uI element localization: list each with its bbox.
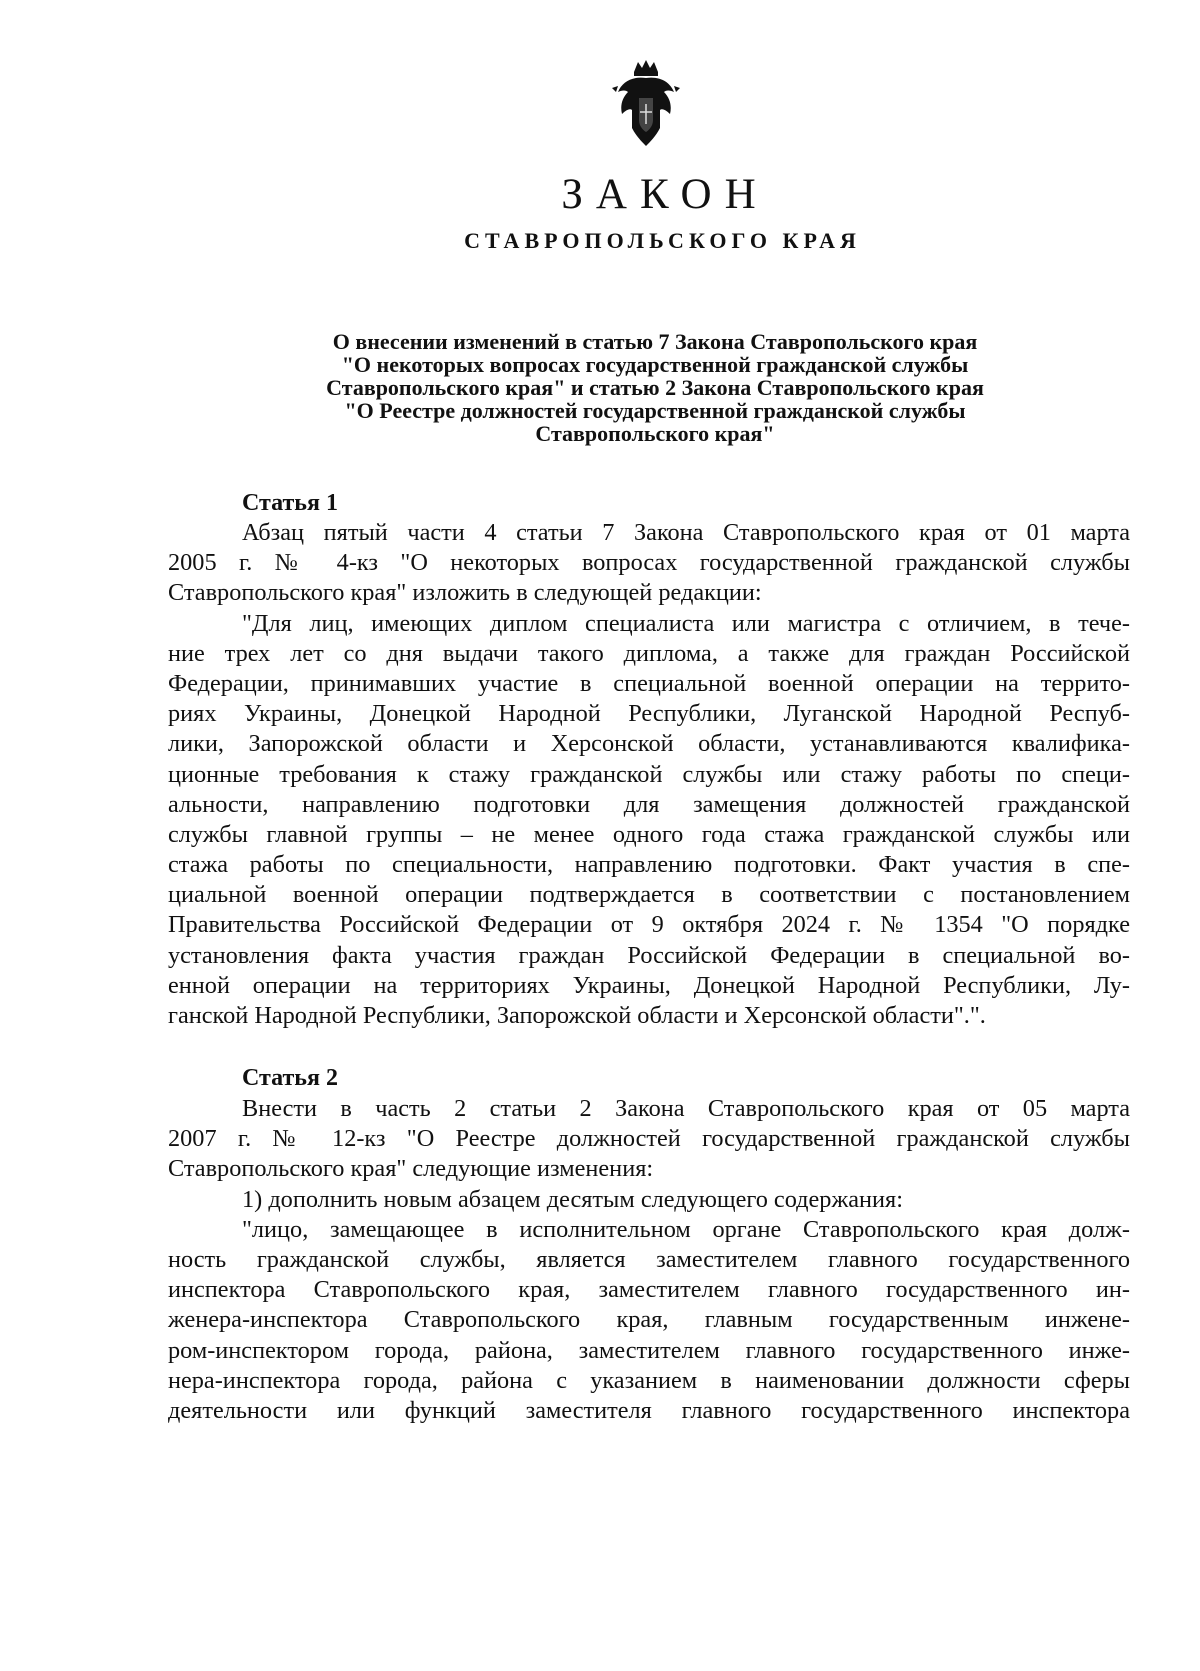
text-line: установления факта участия граждан Российской Федерации в специальной во- — [168, 941, 1130, 969]
text-line: ность гражданской службы, является заместителем главного государственного — [168, 1245, 1130, 1273]
text-line: Ставропольского края" следующие изменения: — [168, 1155, 654, 1183]
text-line: ганской Народной Республики, Запорожской области и Херсонской области".". — [168, 1002, 986, 1029]
article-1-text — [168, 518, 1130, 1031]
article-2-text — [168, 1094, 1130, 1426]
text-line: альности, направлению подготовки для замещения должностей гражданской — [168, 790, 1130, 818]
law-heading-line: "О некоторых вопросах государственной гражданской службы — [341, 352, 969, 377]
text-line: стажа работы по специальности, направлению подготовки. Факт участия в спе- — [168, 851, 1130, 879]
text-line: "лицо, замещающее в исполнительном органе Ставропольского края долж- — [242, 1215, 1130, 1243]
text-line: Правительства Российской Федерации от 9 октября 2024 г. № 1354 "О порядке — [168, 911, 1130, 939]
text-line: лики, Запорожской области и Херсонской области, устанавливаются квалифика- — [168, 730, 1130, 758]
text-line: нера-инспектора города, района с указанием в наименовании должности сферы — [168, 1366, 1130, 1394]
document-subtitle: СТАВРОПОЛЬСКОГО КРАЯ — [464, 228, 861, 253]
article-1-heading: Статья 1 — [242, 490, 338, 516]
text-line: Ставропольского края" изложить в следующей редакции: — [168, 579, 762, 607]
text-line: ние трех лет со дня выдачи такого диплома, а также для граждан Российской — [168, 639, 1130, 667]
text-line: службы главной группы – не менее одного года стажа гражданской службы или — [168, 820, 1130, 848]
text-line: 2005 г. № 4-кз "О некоторых вопросах государственной гражданской службы — [168, 549, 1130, 577]
coat-of-arms-emblem — [612, 58, 680, 148]
text-line: 1) дополнить новым абзацем десятым следующего содержания: — [242, 1185, 903, 1213]
article-2-heading: Статья 2 — [242, 1065, 338, 1091]
law-heading-line: О внесении изменений в статью 7 Закона Ставропольского края — [332, 329, 978, 354]
text-line: енной операции на территориях Украины, Донецкой Народной Республики, Лу- — [168, 971, 1130, 999]
text-line: Внести в часть 2 статьи 2 Закона Ставропольского края от 05 марта — [242, 1095, 1130, 1122]
text-line: "Для лиц, имеющих диплом специалиста или магистра с отличием, в тече- — [242, 609, 1130, 637]
text-line: ционные требования к стажу гражданской службы или стажу работы по специ- — [168, 760, 1130, 788]
text-line: Федерации, принимавших участие в специальной военной операции на террито- — [168, 669, 1130, 697]
text-line: женера-инспектора Ставропольского края, главным государственным инжене- — [168, 1306, 1130, 1334]
text-line: риях Украины, Донецкой Народной Республики, Луганской Народной Респуб- — [168, 700, 1130, 728]
text-line: 2007 г. № 12-кз "О Реестре должностей государственной гражданской службы — [168, 1125, 1130, 1153]
document-title: ЗАКОН — [561, 171, 769, 218]
text-line: деятельности или функций заместителя главного государственного инспектора — [168, 1396, 1130, 1424]
law-heading-line: Ставропольского края" — [535, 421, 775, 446]
text-line: ром-инспектором города, района, заместителем главного государственного инже- — [168, 1336, 1130, 1364]
text-line: циальной военной операции подтверждается в соответствии с постановлением — [168, 881, 1130, 909]
text-line: инспектора Ставропольского края, заместителем главного государственного ин- — [168, 1276, 1130, 1304]
law-heading-line: Ставропольского края" и статью 2 Закона Ставропольского края — [326, 375, 984, 400]
law-heading-line: "О Реестре должностей государственной гражданской службы — [344, 398, 966, 423]
text-line: Абзац пятый части 4 статьи 7 Закона Ставропольского края от 01 марта — [242, 519, 1130, 546]
law-heading — [220, 330, 1090, 445]
